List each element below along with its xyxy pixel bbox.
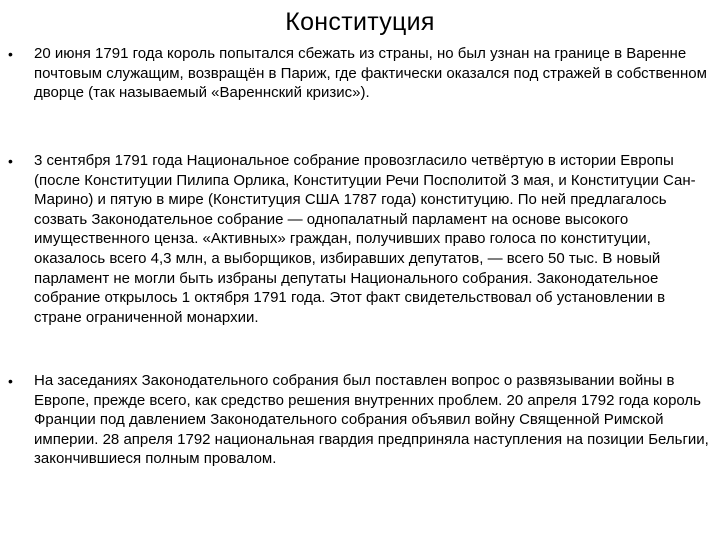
slide-title: Конституция [285,8,435,36]
bullet-marker: • [8,46,13,62]
bullet-text: На заседаниях Законодательного собрания был поставлен вопрос о развязывании войны в Европе, прежде всего, как средство решения внутренних проблем. 20 апреля 1792 года король Франции под давлением Законодательного собрания объявил войну Священной Римской империи. 28 апреля 1792 национальная гвардия предприняла наступления на позиции Бельгии, закончившиеся полным провалом. [34,372,709,468]
bullet-marker: • [8,373,13,389]
bullet-text: 3 сентября 1791 года Национальное собрание провозгласило четвёртую в истории Европы (после Конституции Пилипа Орлика, Конституции Речи Посполитой 3 мая, и Конституции Сан-Марино) и пятую в мире (Конституция США 1787 года) конституцию. По ней предлагалось созвать Законодательное собрание — однопалатный парламент на основе высокого имущественного ценза. «Активных» граждан, получивших право голоса по конституции, оказалось всего 4,3 млн, а выборщиков, избиравших депутатов, — всего 50 тыс. В новый парламент не могли быть избраны депутаты Национального собрания. Законодательное собрание открылось 1 октября 1791 года. Этот факт свидетельствовал об установлении в стране ограниченной монархии. [34,152,696,326]
bullet-text: 20 июня 1791 года король попытался сбежать из страны, но был узнан на границе в Варенне почтовым служащим, возвращён в Париж, где фактически оказался под стражей в собственном дворце (так называемый «Вареннский кризис»). [34,45,707,102]
bullet-marker: • [8,153,13,169]
